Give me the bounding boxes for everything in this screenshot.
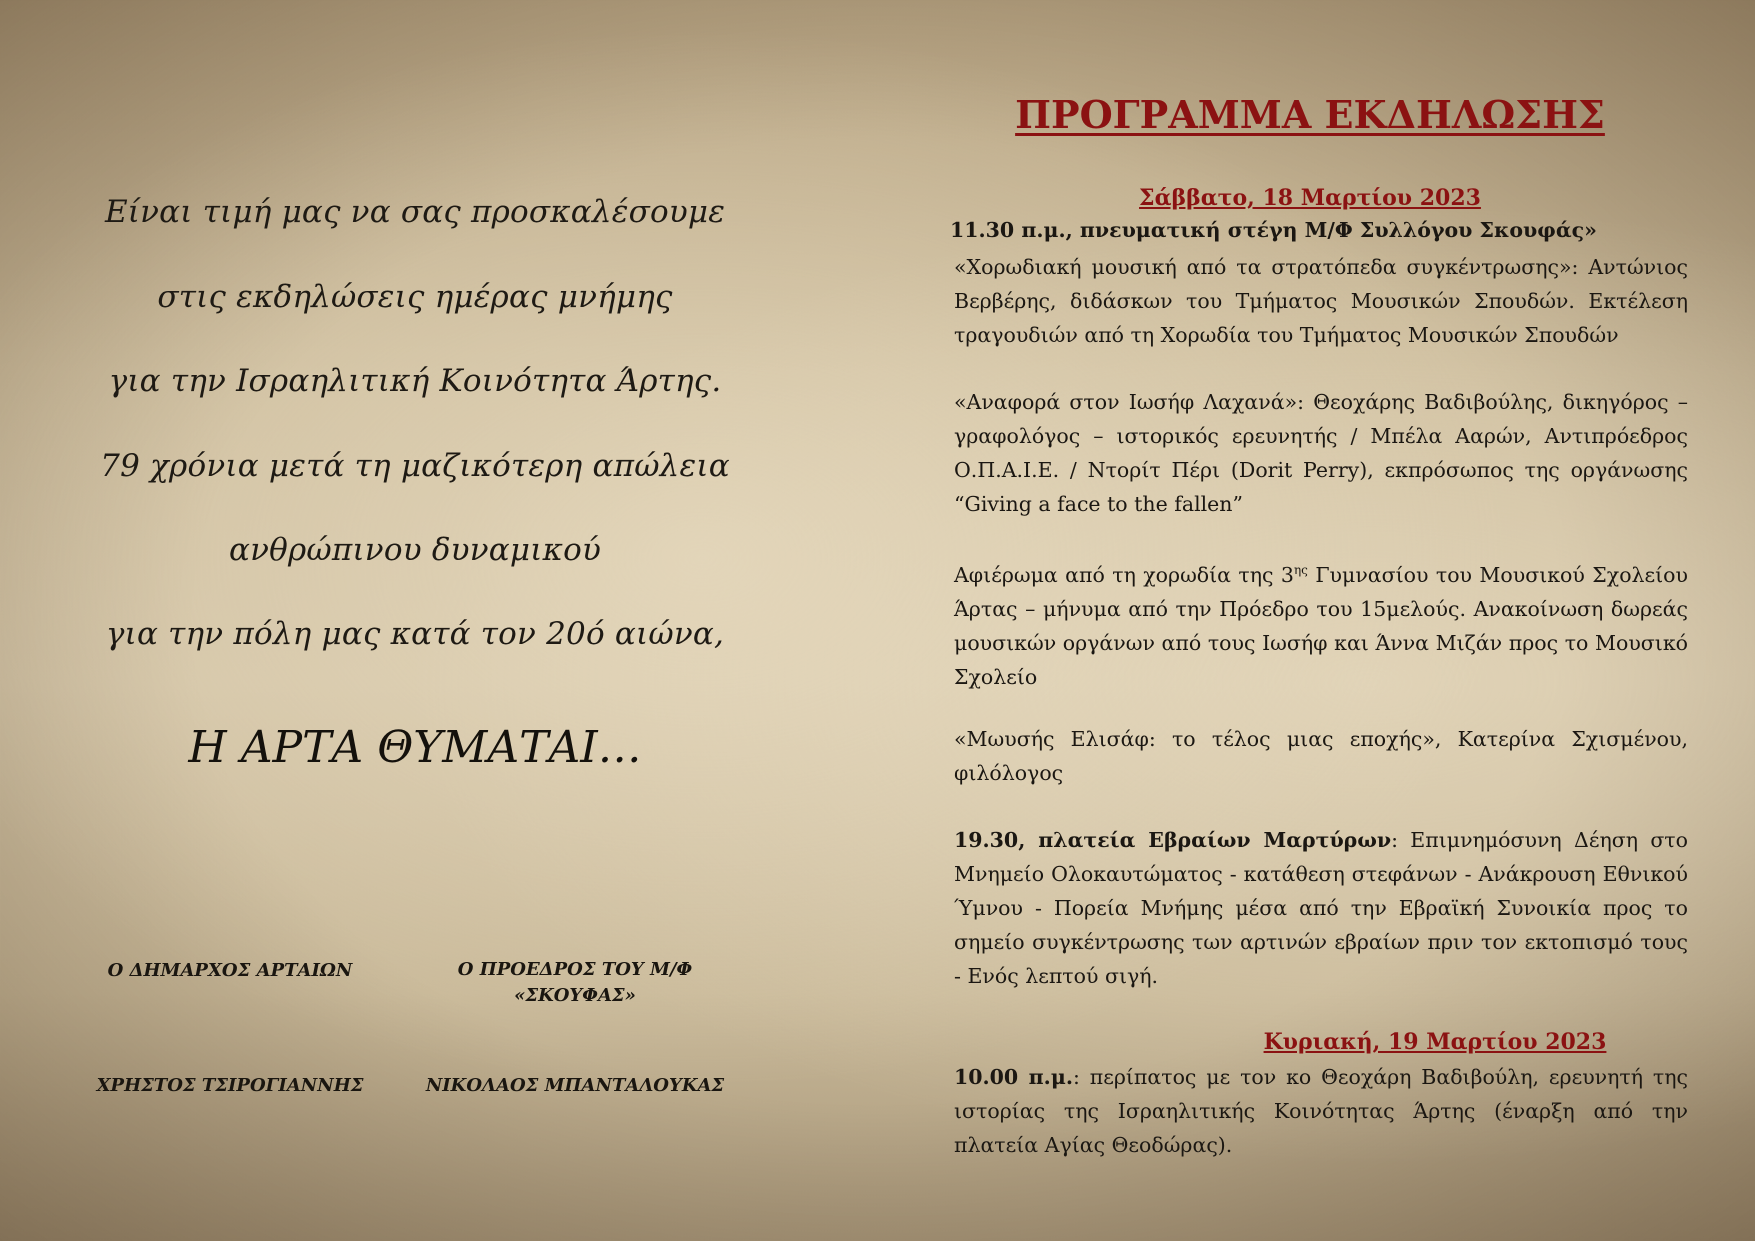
invitation-line-2: στις εκδηλώσεις ημέρας μνήμης	[157, 279, 673, 315]
mayor-name: ΧΡΗΣΤΟΣ ΤΣΙΡΟΓΙΑΝΝΗΣ	[96, 1075, 364, 1096]
invitation-line-4: 79 χρόνια μετά τη μαζικότερη απώλεια	[100, 448, 730, 484]
saturday-first-event: 11.30 π.μ., πνευματική στέγη Μ/Φ Συλλόγου Σκουφάς»	[950, 218, 1597, 242]
program-panel	[930, 0, 1690, 1241]
president-title	[440, 957, 710, 1009]
president-title-line-2: «ΣΚΟΥΦΑΣ»	[514, 985, 636, 1006]
event-choir-tribute: Αφιέρωμα από τη χορωδία της $3^{\eta\varsigma}$ Γυμνασίου του Μουσικού Σχολείου Άρτας – μήνυμα από την Πρόεδρο του 15μελούς. Ανακοίνωση δωρεάς μουσικών οργάνων από τους Ιωσήφ και Άννα Μιζάν προς το Μουσικό Σχολείο	[954, 563, 1688, 689]
invitation-line-5: ανθρώπινου δυναμικού	[228, 532, 602, 568]
event-reference-lachanas: «Αναφορά στον Ιωσήφ Λαχανά»: Θεοχάρης Βαδιβούλης, δικηγόρος – γραφολόγος – ιστορικός ερευνητής / Μπέλα Ααρών, Αντιπρόεδρος Ο.Π.Α.Ι.Ε. / Ντορίτ Πέρι (Dorit Perry), εκπρόσωπος της οργάνωσης “Giving a face to the fallen”	[954, 390, 1688, 516]
invitation-line-6: για την πόλη μας κατά τον 20ό αιώνα,	[105, 616, 725, 652]
invitation-line-3: για την Ισραηλιτική Κοινότητα Άρτης.	[108, 363, 722, 399]
event-choral-music: «Χορωδιακή μουσική από τα στρατόπεδα συγκέντρωσης»: Αντώνιος Βερβέρης, διδάσκων του Τμήματος Μουσικών Σπουδών. Εκτέλεση τραγουδιών από τη Χορωδία του Τμήματος Μουσικών Σπουδών	[954, 255, 1688, 347]
president-name: ΝΙΚΟΛΑΟΣ ΜΠΑΝΤΑΛΟΥΚΑΣ	[425, 1075, 725, 1096]
mayor-title: Ο ΔΗΜΑΡΧΟΣ ΑΡΤΑΙΩΝ	[107, 960, 353, 981]
event-walk: 10.00 π.μ.: περίπατος με τον κο Θεοχάρη Βαδιβούλη, ερευνητή της ιστορίας της Ισραηλιτικής Κοινότητας Άρτης (έναρξη από την πλατεία Αγίας Θεοδώρας).	[954, 1065, 1688, 1157]
day-sunday-heading: Κυριακή, 19 Μαρτίου 2023	[1263, 1029, 1607, 1055]
headline: Η ΑΡΤΑ ΘΥΜΑΤΑΙ…	[188, 722, 642, 773]
program-title: ΠΡΟΓΡΑΜΜΑ ΕΚΔΗΛΩΣΗΣ	[1015, 92, 1605, 137]
event-memorial: 19.30, πλατεία Εβραίων Μαρτύρων: Επιμνημόσυνη Δέηση στο Μνημείο Ολοκαυτώματος - κατάθεση στεφάνων - Ανάκρουση Εθνικού Ύμνου - Πορεία Μνήμης μέσα από την Εβραϊκή Συνοικία προς το σημείο συγκέντρωσης των αρτινών εβραίων πριν τον εκτοπισμό τους - Ενός λεπτού σιγή.	[954, 828, 1688, 988]
president-title-line-1: Ο ΠΡΟΕΔΡΟΣ ΤΟΥ Μ/Φ	[457, 959, 693, 980]
invitation-line-1: Είναι τιμή μας να σας προσκαλέσουμε	[104, 194, 726, 230]
day-saturday-heading: Σάββατο, 18 Μαρτίου 2023	[1139, 185, 1481, 211]
invitation-panel	[0, 0, 830, 1241]
event-elisaf: «Μωυσής Ελισάφ: το τέλος μιας εποχής», Κατερίνα Σχισμένου, φιλόλογος	[954, 727, 1688, 785]
